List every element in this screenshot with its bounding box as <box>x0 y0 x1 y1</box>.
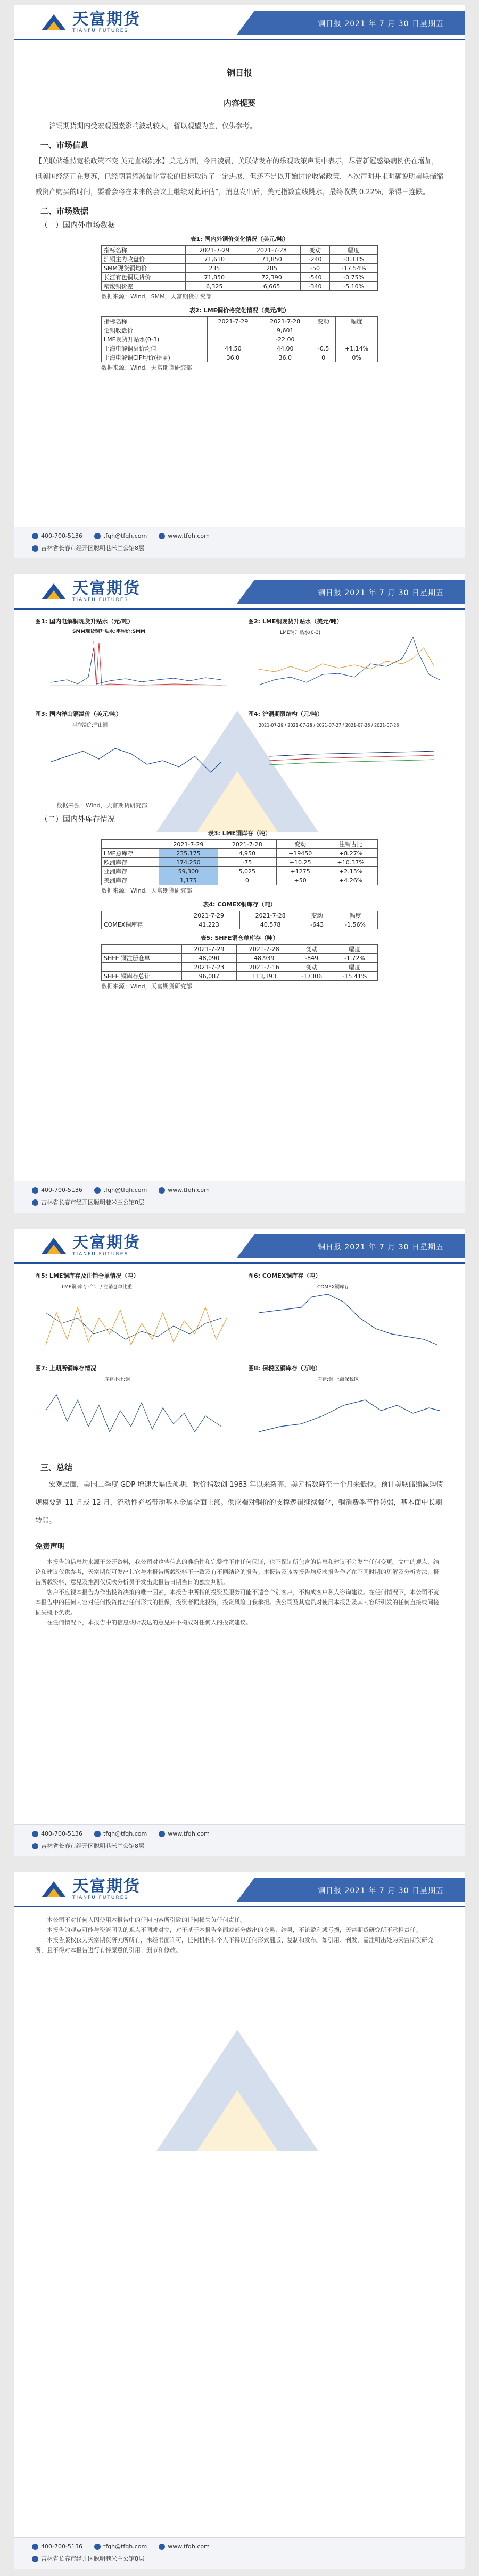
location-icon <box>32 2556 38 2562</box>
email-link[interactable]: tfqh@tfqh.com <box>103 532 147 539</box>
chart-term-structure <box>248 719 445 799</box>
svg-text:SMM现货铜升贴水:平均价:SMM: SMM现货铜升贴水:平均价:SMM <box>72 629 145 635</box>
email-icon <box>94 2544 101 2550</box>
svg-text:LME铜:库存:合计 / 注销仓单比重: LME铜:库存:合计 / 注销仓单比重 <box>62 1285 133 1290</box>
email-link[interactable]: tfqh@tfqh.com <box>103 1830 147 1837</box>
table-lme-prices: 指标名称 2021-7-29 2021-7-28 变动 幅度 伦铜收盘价 9,601 LME现货升贴水(0-3) -22.00 上海电解铜溢价均值 44.50 44.00 -0.5 +1.14% 上海电解铜CIF均价(提单) 36.0 36.0 0 0% <box>101 316 378 362</box>
chart-shfe-inventory <box>35 1373 232 1453</box>
subsection-inventory: （二）国内外库存情况 <box>40 815 115 824</box>
figure-2-title: 图2: LME铜现货升贴水（美元/吨） <box>248 618 343 625</box>
disclaimer-p6: 本报告版权仅为天富期货研究所所有，未经书面许可，任何机构和个人不得以任何形式翻版、复制和发布。如引用、刊发，需注明出处为天富期货研究所，且不得对本报告进行有悖原意的引用、删节和修改。 <box>35 1937 433 1954</box>
brand-logo: 天富期货 TIANFU FUTURES <box>39 1878 141 1900</box>
svg-text:库存:铜:上海保税区: 库存:铜:上海保税区 <box>317 1377 359 1382</box>
email-icon <box>94 1187 101 1194</box>
table-row: 亚洲库存 59,300 5,025 +1275 +2.15% <box>102 867 378 876</box>
section-summary: 三、总结 <box>40 1463 73 1472</box>
table1-source: 数据来源：Wind，SMM，天富期货研究部 <box>101 293 212 300</box>
svg-text:库存小计:铜: 库存小计:铜 <box>104 1377 130 1382</box>
web-link[interactable]: www.tfqh.com <box>168 2543 210 2550</box>
summary-text: 沪铜期货期内受宏观因素影响波动较大，暂以观望为宜，仅供参考。 <box>49 122 257 130</box>
chart-lme-inventory <box>35 1281 232 1361</box>
disclaimer-p2: 客户不应视本报告为作出投资决策的唯一因素，本报告中所指的投资及服务可能不适合个别客户，不构成客户私人咨询建议。在任何情况下，本公司不就本报告中的任何内容对任何投资作出任何形式的担保，投资者据此投资，投资风险自我承担。我公司及其雇员对使用本报告及其内容所引发的任何直接或间接损失概不负责。 <box>35 1589 439 1616</box>
page-header <box>14 1229 465 1264</box>
tianfu-logo-icon <box>39 1236 68 1256</box>
header-date: 铜日报 2021 年 7 月 30 日星期五 <box>317 589 444 597</box>
chart-comex-inventory <box>248 1281 445 1361</box>
figure-6 <box>248 1271 445 1361</box>
figure-2 <box>248 617 445 706</box>
table3-caption: 表3: LME铜库存（吨） <box>208 830 271 837</box>
market-news: 【美联储维持宽松政策不变 美元直线跳水】美元方面，今日凌晨，美联储发布的乐观政策声明中表示，尽管新冠感染病例仍在增加，但美国经济正在复苏，已经朝着缩减量化宽松的目标取得了一定进展，但还不足以开始讨论收紧政策，本次声明并未明确说明美联储缩减资产购买的时间，要看会将在未来的会议上继续对此评估”，消息发出后，美元指数直线跳水，最终收跌 0.22%，录得三连跌。 <box>35 157 444 196</box>
subsection-domestic-foreign: （一）国内外市场数据 <box>40 221 115 230</box>
table5-caption: 表5: SHFE铜仓单库存（吨） <box>200 935 279 941</box>
figure-3 <box>35 710 232 799</box>
watermark-logo-icon <box>136 1989 338 2191</box>
page-1 <box>14 5 465 558</box>
header-date: 铜日报 2021 年 7 月 30 日星期五 <box>317 1887 444 1895</box>
figures-source: 数据来源：Wind，天富期货研究部 <box>56 802 147 809</box>
table-row: 沪铜主力收盘价 71,610 71,850 -240 -0.33% <box>102 255 378 264</box>
page-footer: 400-700-5136 tfqh@tfqh.com www.tfqh.com 吉林省长春市经开区聪明巷米兰公馆8层 <box>14 2537 465 2569</box>
section-market-info: 一、市场信息 <box>40 140 89 150</box>
table-row: 美洲库存 1,175 0 +50 +4.26% <box>102 876 378 885</box>
figure-8 <box>248 1364 445 1453</box>
table-domestic-prices: 指标名称 2021-7-29 2021-7-28 变动 幅度 沪铜主力收盘价 71,610 71,850 -240 -0.33% SMM现货铜均价 235 285 -50 -17.54% 长江有色铜现货价 71,850 72,390 -540 -0.75% 精废铜价差 6,325 6,665 -340 -5.10% <box>101 245 378 291</box>
table-lme-inventory: 2021-7-29 2021-7-28 变动 注销占比 LME总库存 235,175 4,950 +19450 +8.27% 欧洲库存 174,250 -75 +10.25 +10.37% 亚洲库存 59,300 5,025 +1275 +2.15% 美洲库存 1,175 0 +50 +4.26% <box>101 839 378 885</box>
table-row: COMEX铜库存 41,223 40,578 -643 -1.56% <box>102 920 378 929</box>
chart-bonded-inventory <box>248 1373 445 1453</box>
disclaimer-p4: 本公司不对任何人因使用本报告中的任何内容所引致的任何损失负任何责任。 <box>47 1916 246 1923</box>
table1-caption: 表1: 国内外铜价变化情况（美元/吨） <box>190 236 289 243</box>
phone-icon <box>32 2544 38 2550</box>
table-comex-inventory: 2021-7-29 2021-7-28 变动 幅度 COMEX铜库存 41,223 40,578 -643 -1.56% <box>101 911 378 929</box>
page-footer: 400-700-5136 tfqh@tfqh.com www.tfqh.com 吉林省长春市经开区聪明巷米兰公馆8层 <box>14 527 465 558</box>
table-row: SHFE 铜库存总计 96,087 113,393 -17306 -15.41% <box>102 972 378 981</box>
web-link[interactable]: www.tfqh.com <box>168 532 210 539</box>
email-link[interactable]: tfqh@tfqh.com <box>103 2543 147 2550</box>
table-row: LME现货升贴水(0-3) -22.00 <box>102 335 378 344</box>
location-icon <box>32 1199 38 1206</box>
email-link[interactable]: tfqh@tfqh.com <box>103 1187 147 1194</box>
svg-text:平均溢价:洋山铜: 平均溢价:洋山铜 <box>72 723 108 728</box>
table-row: SMM现货铜均价 235 285 -50 -17.54% <box>102 264 378 273</box>
figure-1 <box>35 617 232 706</box>
disclaimer-p3: 在任何情况下，本报告中的信息或所表达的意见并不构成对任何人的投资建议。 <box>47 1619 252 1626</box>
web-link[interactable]: www.tfqh.com <box>168 1187 210 1194</box>
phone-icon <box>32 533 38 539</box>
brand-logo: 天富期货 TIANFU FUTURES <box>39 580 141 603</box>
brand-name-cn: 天富期货 <box>72 10 141 29</box>
figure-6-title: 图6: COMEX铜库存（吨） <box>248 1272 321 1279</box>
location-icon <box>32 545 38 552</box>
tianfu-logo-icon <box>39 581 68 602</box>
web-link[interactable]: www.tfqh.com <box>168 1830 210 1837</box>
chart-spot-premium <box>35 627 232 706</box>
svg-text:2021-07-29 / 2021-07-28 / 2021: 2021-07-29 / 2021-07-28 / 2021-07-27 / 2021-07-26 / 2021-07-23 <box>259 723 399 728</box>
svg-text:LME铜升贴水(0-3): LME铜升贴水(0-3) <box>280 630 321 636</box>
phone-icon <box>32 1187 38 1194</box>
svg-text:COMEX铜库存: COMEX铜库存 <box>317 1285 349 1290</box>
table-row: 长江有色铜现货价 71,850 72,390 -540 -0.75% <box>102 273 378 282</box>
disclaimer-p5: 本报告的观点可能与资管团队的观点不同或对立，对于基于本报告全面或部分做出的交易、结果，不论盈利或亏损，天富期货研究所不承担责任。 <box>47 1927 422 1933</box>
page-footer: 400-700-5136 tfqh@tfqh.com www.tfqh.com 吉林省长春市经开区聪明巷米兰公馆8层 <box>14 1181 465 1213</box>
section-market-data: 二、市场数据 <box>40 206 89 216</box>
page-3 <box>14 1229 465 1856</box>
report-title: 铜日报 <box>226 68 252 78</box>
figure-5 <box>35 1271 232 1361</box>
table-row: LME总库存 235,175 4,950 +19450 +8.27% <box>102 849 378 858</box>
globe-icon <box>159 2544 165 2550</box>
header-date: 铜日报 2021 年 7 月 30 日星期五 <box>317 20 444 28</box>
globe-icon <box>159 1187 165 1194</box>
figure-1-title: 图1: 国内电解铜现货升贴水（元/吨） <box>35 618 134 625</box>
tianfu-logo-icon <box>39 12 68 32</box>
table-row: 上海电解铜CIF均价(提单) 36.0 36.0 0 0% <box>102 353 378 362</box>
chart-yangshan-premium <box>35 719 232 799</box>
figure-7 <box>35 1364 232 1453</box>
disclaimer-title: 免责声明 <box>35 1543 65 1551</box>
email-icon <box>94 1831 101 1837</box>
page-footer: 400-700-5136 tfqh@tfqh.com www.tfqh.com 吉林省长春市经开区聪明巷米兰公馆8层 <box>14 1824 465 1856</box>
page-header <box>14 574 465 610</box>
brand-name-en: TIANFU FUTURES <box>72 28 129 34</box>
table-row: 上海电解铜溢价均值 44.50 44.00 -0.5 +1.14% <box>102 344 378 353</box>
table2-source: 数据来源：Wind，天富期货研究部 <box>101 364 192 371</box>
table4-caption: 表4: COMEX铜库存（吨） <box>203 901 276 908</box>
figure-3-title: 图3: 国内洋山铜溢价（美元/吨） <box>35 711 122 718</box>
header-date: 铜日报 2021 年 7 月 30 日星期五 <box>317 1243 444 1252</box>
brand-logo <box>39 11 141 34</box>
table-row: 伦铜收盘价 9,601 <box>102 326 378 335</box>
globe-icon <box>159 1831 165 1837</box>
table3-source: 数据来源：Wind，天富期货研究部 <box>101 887 192 894</box>
email-icon <box>94 533 101 539</box>
phone-icon <box>32 1831 38 1837</box>
page-4 <box>14 1872 465 2569</box>
page-2 <box>14 574 465 1213</box>
table-row: 精废铜价差 6,325 6,665 -340 -5.10% <box>102 282 378 291</box>
figure-8-title: 图8: 保税区铜库存（万吨） <box>248 1365 321 1372</box>
summary-title: 内容提要 <box>223 98 255 108</box>
brand-logo: 天富期货 TIANFU FUTURES <box>39 1235 141 1257</box>
table2-caption: 表2: LME铜价格变化情况（美元/吨） <box>189 307 290 314</box>
table6-source: 数据来源：Wind，天富期货研究部 <box>101 983 192 990</box>
table-row: SHFE 铜注册仓单 48,090 48,939 -849 -1.72% <box>102 954 378 963</box>
disclaimer-p1: 本报告的信息均来源于公开资料，我公司对这些信息的准确性和完整性不作任何保证，也不保证所包含的信息和建议不会发生任何变更。文中的观点、结论和建议仅供参考，天富期货可发出其它与本报告所载资料不一致及有不同结论的报告。本报告及该等报告均反映报告作者在不同时期的见解及分析方法，报告所载资料、意见及推测仅反映分析员于发出此报告日期当日的独立判断。 <box>35 1558 439 1586</box>
tianfu-logo-icon <box>39 1879 68 1899</box>
table-row: 欧洲库存 174,250 -75 +10.25 +10.37% <box>102 858 378 867</box>
figure-7-title: 图7: 上期所铜库存情况 <box>35 1365 96 1372</box>
figure-4-title: 图4: 沪铜期限结构（元/吨） <box>248 711 323 718</box>
summary-paragraph: 宏观层面，美国二季度 GDP 增速大幅低预期，物价指数创 1983 年以来新高，美元指数降至一个月来低位。预计美联储缩减购债规模要到 11 月或 12 月，流动性充裕带动基本金属全面上涨。供应端对铜价的支撑逻辑继续强化，铜消费季节性转弱，基本面中长期转弱。 <box>35 1481 443 1525</box>
page-header <box>14 1872 465 1907</box>
figure-4 <box>248 710 445 799</box>
location-icon <box>32 1843 38 1849</box>
chart-lme-premium <box>248 627 445 706</box>
figure-5-title: 图5: LME铜库存及注销仓单情况（吨） <box>35 1272 139 1279</box>
globe-icon <box>159 533 165 539</box>
page-header <box>14 5 465 40</box>
table-shfe-warrants: 2021-7-29 2021-7-28 变动 幅度 SHFE 铜注册仓单 48,090 48,939 -849 -1.72% 2021-7-23 2021-7-16 变动 幅度 SHFE 铜库存总计 96,087 113,393 -17306 -15.41% <box>101 944 378 981</box>
